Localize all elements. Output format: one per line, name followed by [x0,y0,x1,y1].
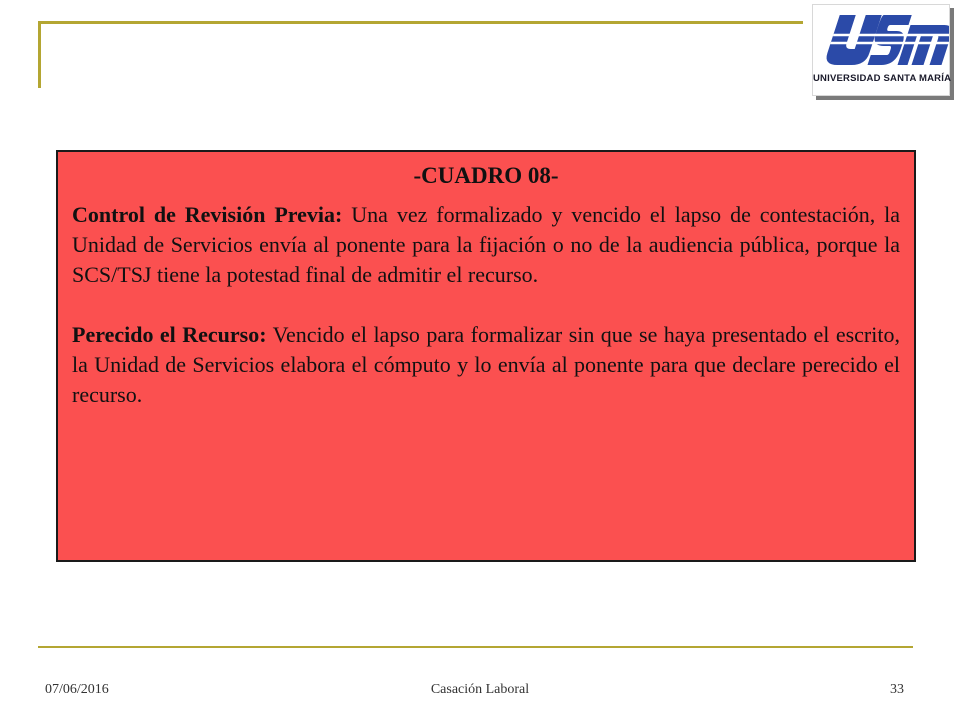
cuadro-box [56,150,916,562]
paragraph-perecido-recurso [72,320,900,410]
header-frame-top-line [38,21,803,24]
paragraph-text: Una vez formalizado y vencido el lapso de contestación, la Unidad de Servicios envía al ponente para la fijación o no de la audiencia pública, porque la SCS/TSJ tiene la potestad final de admitir el recurso. [72,202,900,287]
header-frame-left-line [38,21,41,88]
page-number: 33 [890,682,904,697]
paragraph-revision-previa [72,200,900,290]
usm-logo-mark-icon [813,5,949,75]
university-name: UNIVERSIDAD SANTA MARÍA [813,73,952,84]
footer-title: Casación Laboral [430,682,530,697]
paragraph-text: Vencido el lapso para formalizar sin que se haya presentado el escrito, la Unidad de Servicios elabora el cómputo y lo envía al ponente para que declare perecido el recurso. [72,322,900,407]
footer-date: 07/06/2016 [45,682,109,697]
box-title: -CUADRO 08- [413,163,559,188]
paragraph-heading: Control de Revisión Previa: [72,202,343,227]
paragraph-heading: Perecido el Recurso: [72,322,267,347]
footer-divider [38,646,913,648]
university-logo [812,4,950,96]
